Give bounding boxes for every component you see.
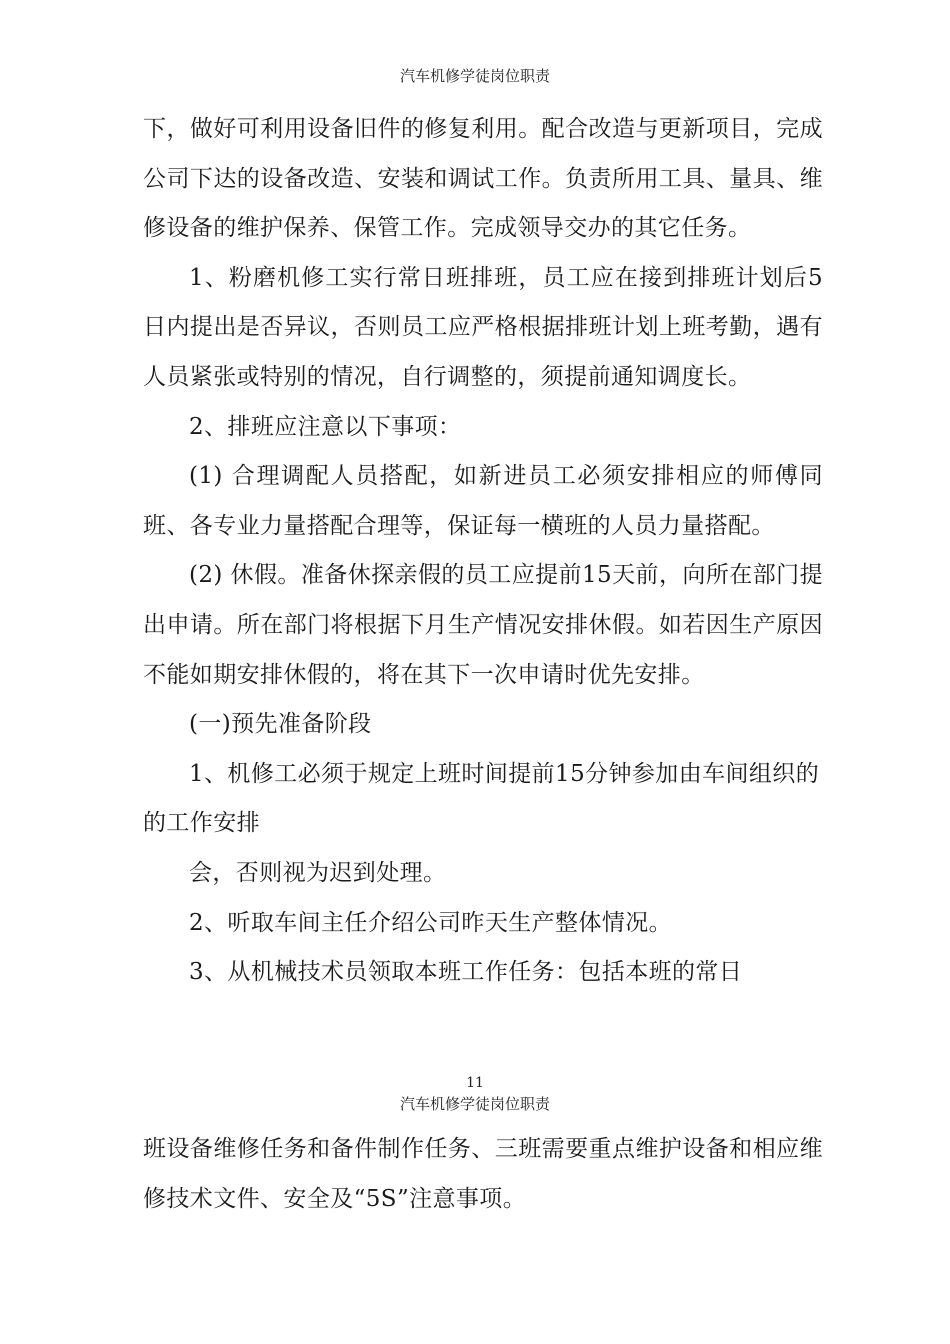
section-heading: (一)预先准备阶段 (189, 711, 372, 738)
paragraph-9: 3、从机械技术员领取本班工作任务：包括本班的常日 (189, 959, 743, 986)
body-text-page-2 (143, 1125, 823, 1224)
page-number: 11 (466, 1075, 484, 1091)
paragraph-2: 1、粉磨机修工实行常日班排班，员工应在接到排班计划后5日内提出是否异议，否则员工应严格根据排班计划上班考勤，遇有人员紧张或特别的情况，自行调整的，须提前通知调度长。 (143, 264, 823, 390)
paragraph-8: 2、听取车间主任介绍公司昨天生产整体情况。 (189, 909, 673, 936)
paragraph-6: 1、机修工必须于规定上班时间提前15分钟参加由车间组织的的工作安排 (143, 760, 820, 837)
paragraph-10: 班设备维修任务和备件制作任务、三班需要重点维护设备和相应维修技术文件、安全及“5S”注意事项。 (143, 1136, 823, 1212)
paragraph-3: 2、排班应注意以下事项： (189, 413, 462, 440)
body-text-page-1 (143, 105, 823, 998)
paragraph-7: 会，否则视为迟到处理。 (189, 859, 447, 886)
paragraph-1: 下，做好可利用设备旧件的修复利用。配合改造与更新项目，完成公司下达的设备改造、安装和调试工作。负责所用工具、量具、维修设备的维护保养、保管工作。完成领导交办的其它任务。 (143, 116, 823, 242)
page-header-top: 汽车机修学徒岗位职责 (399, 67, 550, 85)
page-header-second: 汽车机修学徒岗位职责 (399, 1095, 550, 1113)
paragraph-4: (1) 合理调配人员搭配，如新进员工必须安排相应的师傅同班、各专业力量搭配合理等，保证每一横班的人员力量搭配。 (143, 463, 823, 539)
paragraph-5: (2) 休假。准备休探亲假的员工应提前15天前，向所在部门提出申请。所在部门将根据下月生产情况安排休假。如若因生产原因不能如期安排休假的，将在其下一次申请时优先安排。 (143, 562, 823, 688)
